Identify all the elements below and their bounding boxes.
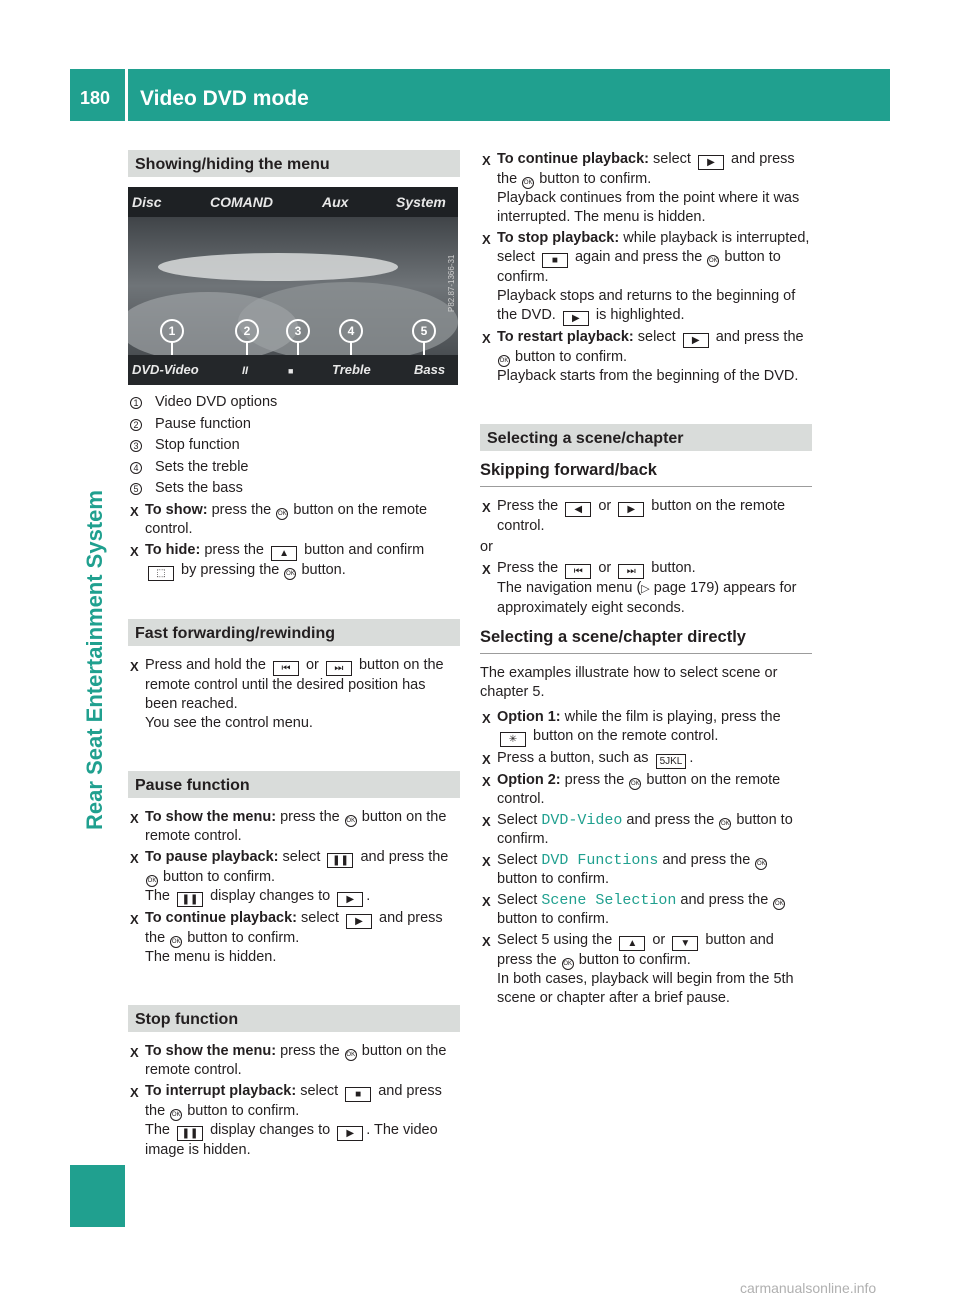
step-text: select — [301, 909, 339, 926]
menu-item-scene-selection: Scene Selection — [541, 892, 677, 909]
step-arrow-icon: X — [482, 814, 491, 829]
legend-list — [128, 393, 460, 498]
step-text: button on the remote control. — [497, 498, 786, 534]
step-arrow-icon: X — [130, 1084, 139, 1100]
screen-tab-disc: Disc — [132, 194, 162, 210]
legend-number: 1 — [130, 397, 142, 409]
step-text: press the — [211, 501, 272, 518]
play-icon: ▶ — [337, 892, 363, 907]
section-heading-scene: Selecting a scene/chapter — [480, 424, 812, 451]
play-icon: ▶ — [337, 1126, 363, 1141]
ok-button-icon: OK — [170, 1109, 182, 1121]
step-text: button to confirm. — [578, 952, 691, 968]
step-label: To continue playback: — [497, 151, 650, 167]
step-continue-playback — [128, 909, 460, 967]
step-arrow-icon: X — [482, 562, 491, 577]
ok-button-icon: OK — [276, 508, 288, 520]
step-arrow-icon: X — [482, 854, 491, 869]
step-text: button on the remote control. — [145, 501, 428, 537]
step-text: or — [598, 498, 612, 514]
intro-text: The examples illustrate how to select scene or chapter 5. — [480, 665, 778, 700]
legend-item — [128, 415, 460, 434]
step-text: button. — [301, 561, 346, 578]
step-text: button to confirm. — [187, 929, 300, 946]
screen-tab-aux: Aux — [322, 194, 349, 210]
ok-button-icon: OK — [755, 858, 767, 870]
step-arrow-icon: X — [482, 934, 491, 949]
skip-forward-button-icon: ⏭ — [618, 564, 644, 579]
step-text: while the film is playing, press the — [564, 709, 781, 725]
step-pause-show-menu — [128, 808, 460, 846]
step-text: page 179) appears for approximately eight seconds. — [497, 580, 797, 616]
star-button-icon: ✳ — [500, 732, 526, 747]
callout-2: 2 — [243, 324, 251, 338]
step-to-show — [128, 501, 460, 539]
step-arrow-icon: X — [482, 153, 491, 168]
chapter-title: Video DVD mode — [140, 87, 309, 110]
skip-back-button-icon: ⏮ — [565, 564, 591, 579]
step-text: display changes to — [210, 1121, 331, 1138]
step-arrow-icon: X — [130, 850, 139, 866]
step-option-1 — [480, 708, 812, 747]
section-heading-menu: Showing/hiding the menu — [128, 150, 460, 177]
section-heading-pause: Pause function — [128, 771, 460, 798]
step-text: Press and hold the — [145, 656, 266, 673]
screen-bottom-treble: Treble — [332, 362, 371, 377]
dvd-screen-image — [128, 187, 458, 385]
step-text: . — [689, 750, 694, 766]
step-select-dvd-video — [480, 811, 812, 849]
right-button-icon: ▶ — [618, 502, 644, 517]
header-divider — [125, 69, 128, 121]
ok-button-icon: OK — [284, 568, 296, 580]
step-text: button to confirm. — [497, 911, 610, 927]
watermark: carmanualsonline.info — [740, 1280, 877, 1296]
step-text: button on the remote control until the desired position has been reached. — [145, 656, 444, 712]
left-button-icon: ◀ — [565, 502, 591, 517]
step-arrow-icon: X — [482, 711, 491, 726]
stop-icon: ■ — [542, 253, 568, 268]
ok-button-icon: OK — [498, 355, 510, 367]
step-text: by pressing the — [181, 561, 280, 578]
up-button-icon: ▲ — [271, 546, 297, 561]
left-column — [128, 150, 460, 1162]
step-text: select — [653, 151, 691, 167]
step-text: button. — [651, 560, 696, 576]
legend-text: Video DVD options — [155, 394, 278, 410]
legend-number: 4 — [130, 462, 142, 474]
section-heading-fast-forward: Fast forwarding/rewinding — [128, 619, 460, 646]
step-text: button to confirm. — [163, 868, 276, 885]
step-text: button to confirm. — [187, 1102, 300, 1119]
right-column — [480, 150, 812, 1010]
step-text: and press the — [497, 151, 795, 187]
pause-icon: ❚❚ — [327, 853, 353, 868]
step-text: button on the remote control. — [533, 728, 719, 744]
step-text: or — [305, 656, 319, 673]
step-text: . — [366, 887, 371, 904]
step-arrow-icon: X — [130, 658, 139, 674]
step-result: The menu is hidden. — [145, 948, 277, 965]
step-option-2 — [480, 771, 812, 809]
ok-button-icon: OK — [707, 255, 719, 267]
step-continue-after-stop — [480, 150, 812, 227]
legend-text: Pause function — [155, 415, 251, 432]
dvd-menu-screen — [128, 187, 458, 385]
up-button-icon: ▲ — [619, 936, 645, 951]
step-text: and press the — [145, 1082, 442, 1119]
step-skip-buttons — [480, 559, 812, 618]
step-skip-remote — [480, 497, 812, 536]
step-press-hold — [128, 656, 460, 733]
step-label: To hide: — [145, 541, 201, 558]
step-label: To stop playback: — [497, 230, 620, 246]
step-text: or — [598, 560, 612, 576]
step-text: select — [282, 848, 321, 865]
number-5-button-icon: 5JKL — [656, 754, 687, 769]
subheading-skipping: Skipping forward/back — [480, 461, 812, 487]
step-text: press the — [280, 808, 340, 825]
callout-4: 4 — [347, 324, 355, 338]
section-heading-stop: Stop function — [128, 1005, 460, 1032]
step-text: Press a button, such as — [497, 750, 649, 766]
screen-tab-system: System — [396, 194, 446, 210]
step-label: To continue playback: — [145, 909, 298, 926]
step-text: Press the — [497, 498, 559, 514]
step-arrow-icon: X — [130, 1044, 139, 1060]
page-reference-icon: ▷ — [641, 583, 650, 595]
step-text: press the — [204, 541, 264, 558]
step-text: The — [145, 887, 170, 904]
screen-bottom-bass: Bass — [414, 362, 446, 377]
screen-bottom-stop: ■ — [288, 366, 294, 376]
legend-item — [128, 479, 460, 498]
page-number: 180 — [80, 88, 111, 108]
step-result: In both cases, playback will begin from the 5th scene or chapter after a brief pause. — [497, 971, 794, 1006]
pause-icon: ❚❚ — [177, 1126, 203, 1141]
subheading-directly: Selecting a scene/chapter directly — [480, 628, 812, 654]
side-tab-label: Rear Seat Entertainment System — [82, 490, 107, 830]
step-label: To restart playback: — [497, 329, 634, 345]
legend-text: Sets the bass — [155, 480, 243, 496]
ok-button-icon: OK — [773, 898, 785, 910]
step-arrow-icon: X — [482, 500, 491, 515]
step-text: Select — [497, 892, 538, 908]
step-arrow-icon: X — [130, 543, 139, 559]
step-text: select — [637, 329, 676, 345]
step-text: Select — [497, 812, 538, 828]
step-text: The — [145, 1121, 170, 1138]
step-text: button to confirm. — [497, 249, 781, 285]
side-tab-block — [70, 1165, 125, 1227]
menu-item-dvd-video: DVD-Video — [541, 812, 623, 829]
step-label: Option 1: — [497, 709, 561, 725]
step-text: The navigation menu ( — [497, 580, 642, 596]
step-text: and press the — [145, 909, 443, 946]
step-select-5 — [480, 931, 812, 1008]
step-press-number — [480, 749, 812, 769]
step-text: and press the — [662, 852, 751, 868]
step-text: is highlighted. — [595, 307, 685, 323]
step-text: Select 5 using the — [497, 932, 613, 948]
down-button-icon: ▼ — [672, 936, 698, 951]
step-text: and press the — [715, 329, 804, 345]
step-label: To show the menu: — [145, 1042, 277, 1059]
step-text: button on the remote control. — [145, 808, 447, 844]
step-text: and press the — [360, 848, 449, 865]
step-text: Playback stops and returns to the beginning of the DVD. — [497, 288, 796, 323]
pause-icon: ❚❚ — [177, 892, 203, 907]
step-text: again and press the — [574, 249, 703, 265]
skip-forward-button-icon: ⏭ — [326, 661, 352, 676]
skip-back-button-icon: ⏮ — [273, 661, 299, 676]
step-result: Playback continues from the point where it was interrupted. The menu is hidden. — [497, 190, 800, 225]
step-text: Press the — [497, 560, 559, 576]
step-arrow-icon: X — [130, 810, 139, 826]
ok-button-icon: OK — [629, 778, 641, 790]
step-text: press the — [564, 772, 625, 788]
play-icon: ▶ — [563, 311, 589, 326]
callout-3: 3 — [294, 324, 302, 338]
step-label: To interrupt playback: — [145, 1082, 297, 1099]
legend-text: Stop function — [155, 437, 240, 453]
legend-item — [128, 393, 460, 412]
step-result: You see the control menu. — [145, 714, 313, 731]
step-text: button and press the — [497, 932, 774, 968]
ok-button-icon: OK — [146, 875, 158, 887]
step-restart-playback — [480, 328, 812, 386]
step-result: Playback starts from the beginning of the DVD. — [497, 368, 799, 384]
image-code: P82.87-1366-31 — [447, 254, 456, 312]
step-select-dvd-functions — [480, 851, 812, 889]
step-select-scene-selection — [480, 891, 812, 929]
step-arrow-icon: X — [482, 894, 491, 909]
ok-button-icon: OK — [522, 177, 534, 189]
play-icon: ▶ — [346, 914, 372, 929]
step-text: select — [300, 1082, 339, 1099]
step-text: . The video image is hidden. — [145, 1121, 438, 1158]
step-arrow-icon: X — [482, 232, 491, 247]
stop-icon: ■ — [345, 1087, 371, 1102]
screen-bottom-dvd-video: DVD-Video — [132, 362, 199, 377]
step-text: display changes to — [210, 887, 331, 904]
step-stop-playback — [480, 229, 812, 326]
ok-button-icon: OK — [562, 958, 574, 970]
ok-button-icon: OK — [719, 818, 731, 830]
step-text: button to confirm. — [497, 812, 793, 847]
step-label: To show: — [145, 501, 208, 518]
ok-button-icon: OK — [170, 936, 182, 948]
menu-frame-icon: ⬚ — [148, 566, 174, 581]
step-stop-show-menu — [128, 1042, 460, 1080]
legend-number: 2 — [130, 419, 142, 431]
step-text: button and confirm — [304, 541, 425, 558]
screen-bottom-pause: II — [242, 365, 249, 377]
step-text: Select — [497, 852, 538, 868]
step-pause-playback — [128, 848, 460, 907]
callout-1: 1 — [168, 324, 176, 338]
or-text: or — [480, 539, 493, 555]
step-arrow-icon: X — [482, 774, 491, 789]
legend-number: 3 — [130, 440, 142, 452]
ok-button-icon: OK — [345, 815, 357, 827]
step-text: button to confirm. — [497, 871, 610, 887]
menu-item-dvd-functions: DVD Functions — [541, 852, 659, 869]
play-icon: ▶ — [698, 155, 724, 170]
step-text: press the — [280, 1042, 340, 1059]
step-text: button to confirm. — [515, 349, 628, 365]
legend-item — [128, 436, 460, 455]
step-arrow-icon: X — [482, 752, 491, 767]
play-icon: ▶ — [683, 333, 709, 348]
callout-5: 5 — [420, 324, 428, 338]
legend-number: 5 — [130, 483, 142, 495]
step-interrupt-playback — [128, 1082, 460, 1160]
step-text: button to confirm. — [539, 171, 652, 187]
step-text: while playback is interrupted, select — [497, 230, 810, 265]
legend-item — [128, 458, 460, 477]
legend-text: Sets the treble — [155, 458, 249, 475]
step-text: and press the — [626, 812, 715, 828]
step-arrow-icon: X — [130, 911, 139, 927]
step-text: button on the remote control. — [145, 1042, 447, 1078]
step-label: Option 2: — [497, 772, 561, 788]
step-text: and press the — [680, 892, 769, 908]
step-to-hide — [128, 541, 460, 581]
step-arrow-icon: X — [130, 503, 139, 519]
step-arrow-icon: X — [482, 331, 491, 346]
screen-tab-comand: COMAND — [210, 194, 273, 210]
step-text: button on the remote control. — [497, 772, 781, 807]
step-text: or — [652, 932, 666, 948]
step-label: To show the menu: — [145, 808, 277, 825]
ok-button-icon: OK — [345, 1049, 357, 1061]
step-label: To pause playback: — [145, 848, 279, 865]
